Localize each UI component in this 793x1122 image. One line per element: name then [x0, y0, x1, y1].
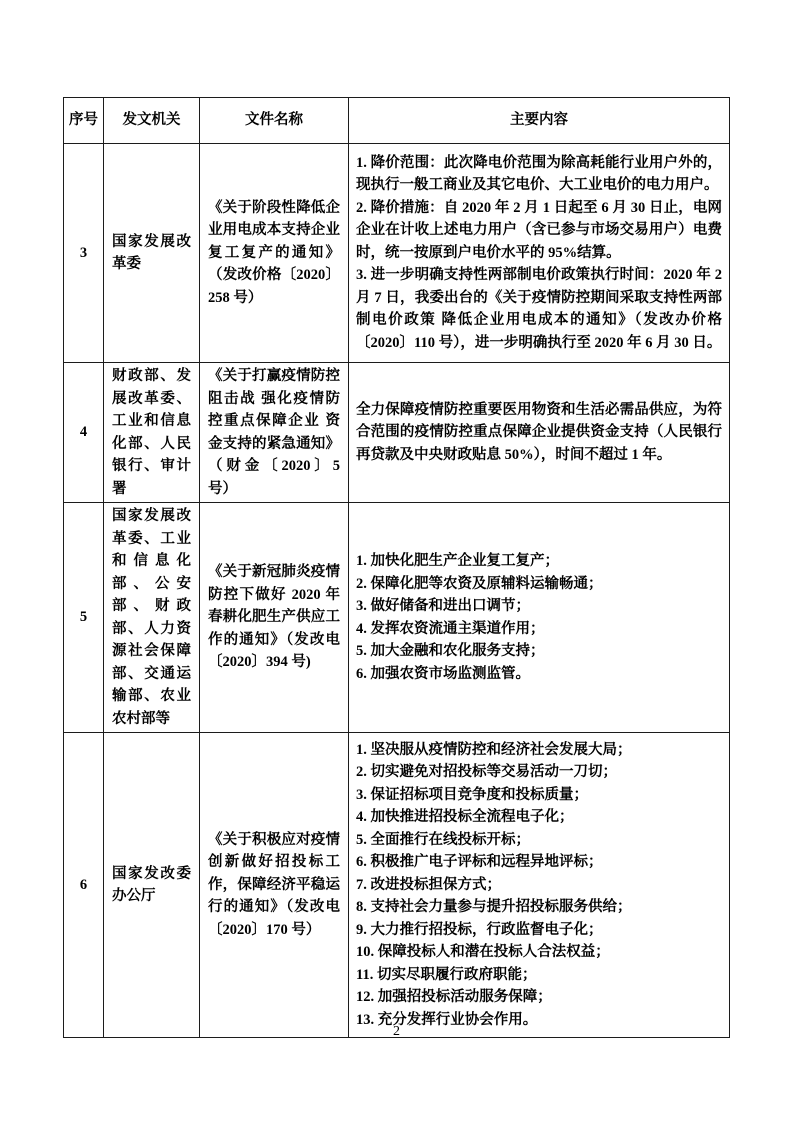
content-item: 8. 支持社会力量参与提升招投标服务供给； — [356, 899, 632, 916]
main-content — [349, 503, 730, 733]
content-item: 6. 加强农资市场监测监管。 — [356, 665, 530, 682]
content-item: 9. 大力推行招投标，行政监督电子化； — [356, 921, 603, 938]
document-name: 《关于打赢疫情防控阻击战 强化疫情防控重点保障企业 资金支持的紧急通知》（财金〔2020〕5 号） — [200, 363, 349, 503]
column-header-issuing-agency: 发文机关 — [104, 98, 200, 144]
content-item: 2. 降价措施：自 2020 年 2 月 1 日起至 6 月 30 日止，电网企业在计收上述电力用户（含已参与市场交易用户）电费时，统一按原到户电价水平的 95%结算。 — [356, 199, 722, 261]
content-item: 4. 发挥农资流通主渠道作用； — [356, 620, 545, 637]
serial-number: 3 — [64, 144, 104, 363]
document-name: 《关于新冠肺炎疫情防控下做好 2020 年春耕化肥生产供应工作的通知》（发改电〔2020〕394 号) — [200, 503, 349, 733]
content-item: 3. 做好储备和进出口调节； — [356, 598, 530, 614]
content-item: 10. 保障投标人和潜在投标人合法权益； — [356, 944, 610, 961]
document-name: 《关于阶段性降低企业用电成本支持企业复工复产的通知》（发改价格〔2020〕258 号） — [200, 144, 349, 363]
content-item: 11. 切实尽职履行政府职能； — [356, 966, 537, 983]
issuing-agency: 财政部、发展改革委、工业和信息化部、人民银行、审计署 — [104, 363, 200, 503]
content-item: 2. 保障化肥等农资及原辅料运输畅通； — [356, 575, 603, 592]
issuing-agency: 国家发展改革委、工业和信息化部、公安部、财政部、人力资源社会保障部、交通运输部、农业农村部等 — [104, 503, 200, 733]
issuing-agency: 国家发改委办公厅 — [104, 733, 200, 1038]
content-item: 3. 进一步明确支持性两部制电价政策执行时间：2020 年 2 月 7 日，我委出台的《关于疫情防控期间采取支持性两部制电价政策 降低企业用电成本的通知》（发改办价格〔2020〕110 号），进一步明确执行至 2020 年 6 月 30 日。 — [356, 267, 722, 351]
table-row — [64, 503, 730, 733]
table-row — [64, 144, 730, 363]
document-name: 《关于积极应对疫情创新做好招投标工作，保障经济平稳运行的通知》（发改电〔2020〕170 号） — [200, 733, 349, 1038]
content-item: 1. 加快化肥生产企业复工复产； — [356, 553, 559, 569]
content-item: 1. 坚决服从疫情防控和经济社会发展大局； — [356, 741, 632, 758]
content-item: 1. 降价范围：此次降电价范围为除高耗能行业用户外的，现执行一般工商业及其它电价、大工业电价的电力用户。 — [356, 154, 722, 194]
serial-number: 6 — [64, 733, 104, 1038]
column-header-serial-number: 序号 — [64, 98, 104, 144]
page-number: 2 — [393, 1024, 400, 1039]
policy-documents-table — [63, 97, 730, 1038]
table-row — [64, 733, 730, 1038]
content-item: 13. 充分发挥行业协会作用。 — [356, 1011, 538, 1028]
content-item: 3. 保证招标项目竞争度和投标质量； — [356, 786, 588, 803]
main-content — [349, 144, 730, 363]
content-item: 7. 改进投标担保方式； — [356, 876, 501, 893]
table-header-row — [64, 98, 730, 144]
issuing-agency: 国家发展改革委 — [104, 144, 200, 363]
content-item: 6. 积极推广电子评标和远程异地评标； — [356, 854, 603, 871]
column-header-document-name: 文件名称 — [200, 98, 349, 144]
column-header-main-content: 主要内容 — [349, 98, 730, 144]
serial-number: 5 — [64, 503, 104, 733]
main-content — [349, 363, 730, 503]
table-row — [64, 363, 730, 503]
content-item: 全力保障疫情防控重要医用物资和生活必需品供应，为符合范围的疫情防控重点保障企业提供资金支持（人民银行再贷款及中央财政贴息 50%），时间不超过 1 年。 — [356, 401, 722, 463]
content-item: 5. 全面推行在线投标开标； — [356, 831, 530, 848]
content-item: 12. 加强招投标活动服务保障； — [356, 989, 552, 1006]
content-item: 2. 切实避免对招投标等交易活动一刀切； — [356, 764, 617, 781]
content-item: 5. 加大金融和农化服务支持； — [356, 643, 545, 659]
main-content — [349, 733, 730, 1038]
serial-number: 4 — [64, 363, 104, 503]
content-item: 4. 加快推进招投标全流程电子化； — [356, 809, 574, 826]
